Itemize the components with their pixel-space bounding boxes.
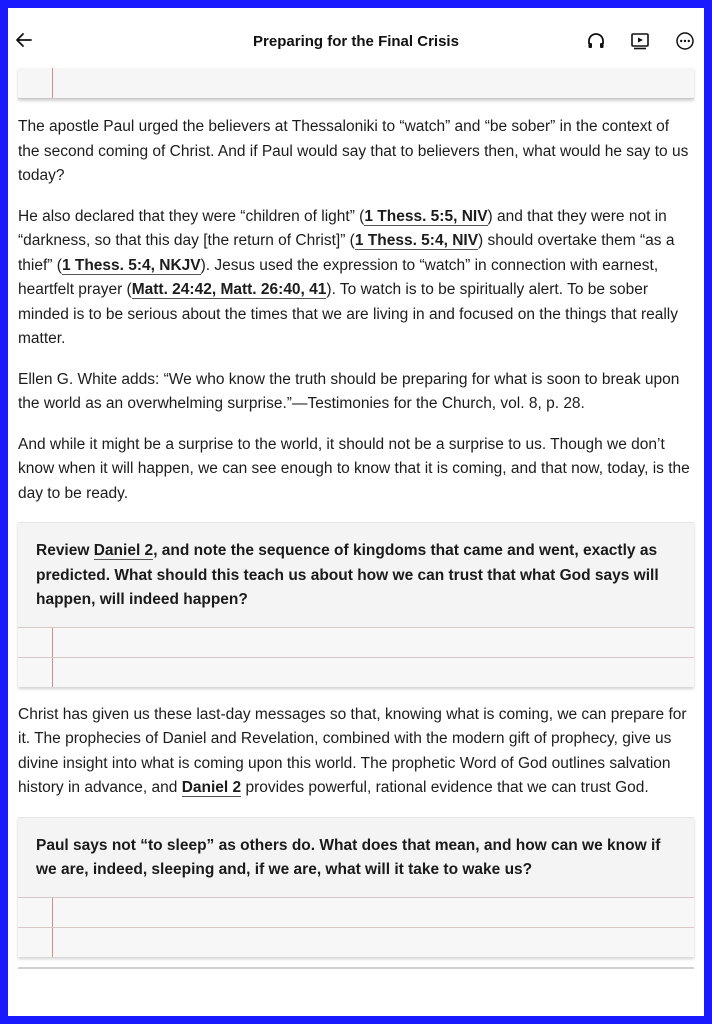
paragraph-text: provides powerful, rational evidence that we can trust God. (241, 779, 649, 796)
notes-area-top[interactable] (18, 68, 694, 99)
question-text-part: Review (36, 542, 94, 559)
note-line[interactable] (18, 68, 694, 98)
discussion-question (18, 817, 694, 957)
paragraph: Ellen G. White adds: “We who know the truth should be preparing for what is soon to break upon the world as an overwhelming surprise.”—Testimonies for the Church, vol. 8, p. 28. (18, 370, 680, 412)
scripture-link[interactable]: Daniel 2 (93, 542, 154, 559)
question-text (18, 523, 694, 627)
paragraph: The apostle Paul urged the believers at Thessaloniki to “watch” and “be sober” in the context of the second coming of Christ. And if Paul would say that to believers then, what would he say to us today? (18, 118, 689, 184)
scripture-link[interactable]: Daniel 2 (181, 779, 242, 796)
divider (18, 967, 694, 969)
discussion-question (18, 522, 694, 687)
question-text-part: , and note the sequence of kingdoms that came and went, exactly as predicted. What should this teach us about how we can trust that what God says will happen, will indeed happen? (36, 542, 659, 608)
paragraph-text: He also declared that they were “children of light” ( (18, 207, 365, 225)
more-options-icon[interactable] (675, 31, 695, 51)
paragraph: And while it might be a surprise to the world, it should not be a surprise to us. Though we don’t know when it will happen, we can see enough to know that it is coming, and that now, today, is the day to be ready. (18, 435, 690, 502)
note-line[interactable] (18, 627, 694, 657)
headphones-icon[interactable] (586, 31, 606, 51)
paragraph-text: ). Jesus used the expression to “watch” in connection with earnest, heartfelt prayer ( (18, 256, 659, 298)
paragraph-text: Christ has given us these last-day messages so that, knowing what is coming, we can prepare for it. The prophecies of Daniel and Revelation, combined with the modern gift of prophecy, give us divine insight into what is coming upon this world. The prophetic Word of God outlines salvation history in advance, and (18, 705, 687, 796)
scripture-link[interactable]: 1 Thess. 5:4, NIV (354, 232, 479, 249)
paragraph-text: ) should overtake them “as a thief” ( (18, 232, 675, 274)
note-line[interactable] (18, 897, 694, 927)
note-line[interactable] (18, 657, 694, 687)
scripture-link[interactable]: 1 Thess. 5:5, NIV (364, 207, 488, 225)
lesson-content (8, 68, 704, 969)
scripture-link[interactable]: 1 Thess. 5:4, NKJV (61, 256, 201, 274)
page-title: Preparing for the Final Crisis (253, 33, 459, 50)
top-app-bar (8, 8, 704, 68)
paragraph (8, 205, 704, 352)
question-text: Paul says not “to sleep” as others do. What does that mean, and how can we know if we are, indeed, sleeping and, if we are, what will it take to wake us? (18, 818, 694, 897)
notes-area[interactable] (18, 897, 694, 957)
app-window (8, 8, 704, 1016)
play-video-icon[interactable] (630, 31, 650, 51)
notes-area[interactable] (18, 627, 694, 687)
paragraph-text: ) and that they were not in “darkness, so that this day [the return of Christ]” ( (18, 207, 667, 249)
paragraph (8, 703, 704, 801)
note-line[interactable] (18, 927, 694, 957)
paragraph-text: ). To watch is to be spiritually alert. To be sober minded is to be serious about the times that we are living in and focused on the things that really matter. (18, 281, 678, 347)
scripture-link[interactable]: Matt. 24:42, Matt. 26:40, 41 (131, 281, 327, 298)
